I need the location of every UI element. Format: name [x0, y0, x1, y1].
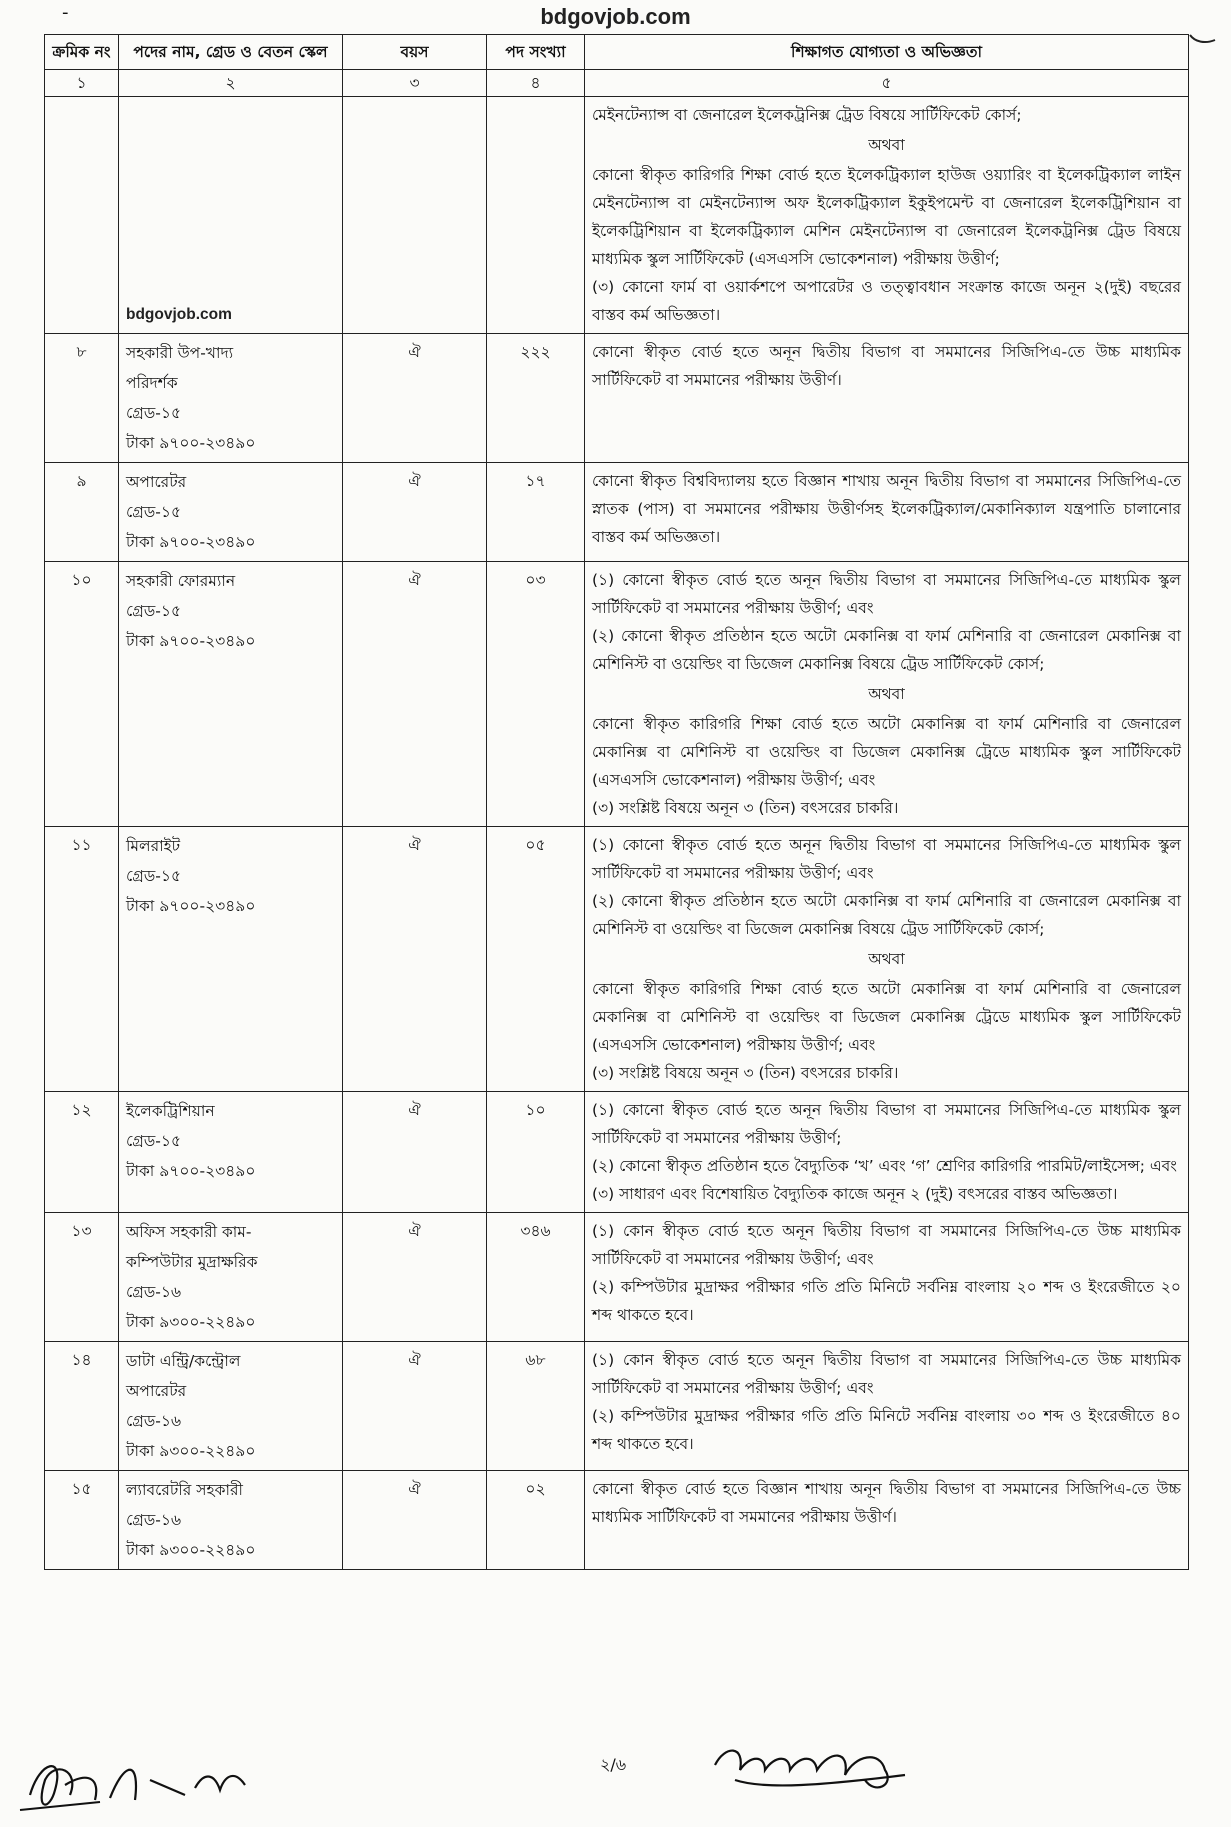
row-sl: ১০	[45, 562, 119, 827]
site-watermark-inline: bdgovjob.com	[119, 97, 343, 334]
table-row	[45, 463, 1189, 562]
post-line: টাকা ৯৭০০-২৩৪৯০	[126, 533, 256, 551]
post-line: টাকা ৯৭০০-২৩৪৯০	[126, 897, 256, 915]
post-line: পরিদর্শক	[126, 374, 178, 392]
post-line: ল্যাবরেটরি সহকারী	[126, 1481, 243, 1499]
row-count: ১৭	[487, 463, 585, 562]
signature-right	[705, 1735, 945, 1805]
row-sl	[45, 97, 119, 334]
qualification-line: কোনো স্বীকৃত কারিগরি শিক্ষা বোর্ড হতে ইলেকট্রিক্যাল হাউজ ওয়্যারিং বা ইলেকট্রিক্যাল লাইন মেইনটেন্যান্স বা মেইনটেন্যান্স অফ ইলেকট্রিক্যাল ইকুইপমেন্ট বা জেনারেল ইলেকট্রিশিয়ান বা ইলেকট্রিশিয়ান বা ইলেকট্রিক্যাল মেশিন মেইনটেন্যান্স বা জেনারেল ইলেকট্রনিক্স ট্রেড বিষয়ে মাধ্যমিক স্কুল সার্টিফিকেট (এসএসসি ভোকেশনাল) পরীক্ষায় উত্তীর্ণ;	[592, 166, 1181, 268]
row-sl: ১৫	[45, 1471, 119, 1570]
post-line: সহকারী ফোরম্যান	[126, 572, 236, 590]
header-sl: ক্রমিক নং	[45, 35, 119, 70]
row-count: ৩৪৬	[487, 1213, 585, 1342]
row-sl: ৯	[45, 463, 119, 562]
header-row	[45, 35, 1189, 70]
qualification-line: (৩) সংশ্লিষ্ট বিষয়ে অনূন ৩ (তিন) বৎসরের চাকরি।	[592, 1064, 899, 1082]
post-line: টাকা ৯৭০০-২৩৪৯০	[126, 1162, 256, 1180]
row-qualification	[585, 827, 1189, 1092]
row-age: ঐ	[343, 1092, 487, 1213]
row-sl: ১৩	[45, 1213, 119, 1342]
row-age: ঐ	[343, 463, 487, 562]
row-post	[119, 1213, 343, 1342]
post-line: গ্রেড-১৬	[126, 1412, 182, 1430]
header-post: পদের নাম, গ্রেড ও বেতন স্কেল	[119, 35, 343, 70]
row-age: ঐ	[343, 334, 487, 463]
qualification-line: কোনো স্বীকৃত কারিগরি শিক্ষা বোর্ড হতে অটো মেকানিক্স বা ফার্ম মেশিনারি বা জেনারেল মেকানিক্স বা মেশিনিস্ট বা ওয়েল্ডিং বা ডিজেল মেকানিক্স ট্রেডে মাধ্যমিক স্কুল সার্টিফিকেট (এসএসসি ভোকেশনাল) পরীক্ষায় উত্তীর্ণ; এবং	[592, 715, 1181, 789]
row-age: ঐ	[343, 1342, 487, 1471]
post-line: অপারেটর	[126, 1382, 187, 1400]
post-line: ডাটা এন্ট্রি/কন্ট্রোল	[126, 1352, 241, 1370]
row-qualification	[585, 1213, 1189, 1342]
qualification-line: (৩) সংশ্লিষ্ট বিষয়ে অনূন ৩ (তিন) বৎসরের চাকরি।	[592, 799, 899, 817]
row-age: ঐ	[343, 1471, 487, 1570]
post-line: টাকা ৯৭০০-২৩৪৯০	[126, 434, 256, 452]
signature-left	[10, 1740, 330, 1820]
qualification-line: (২) কোনো স্বীকৃত প্রতিষ্ঠান হতে বৈদ্যুতিক ‘খ’ এবং ‘গ’ শ্রেণির কারিগরি পারমিট/লাইসেন্স; এবং	[592, 1157, 1177, 1175]
table-row	[45, 334, 1189, 463]
row-sl: ১২	[45, 1092, 119, 1213]
row-qualification	[585, 334, 1189, 463]
post-line: ইলেকট্রিশিয়ান	[126, 1102, 215, 1120]
qualification-line: (১) কোনো স্বীকৃত বোর্ড হতে অনূন দ্বিতীয় বিভাগ বা সমমানের সিজিপিএ-তে মাধ্যমিক স্কুল সার্টিফিকেট বা সমমানের পরীক্ষায় উত্তীর্ণ;	[592, 1101, 1181, 1147]
qualification-line: কোনো স্বীকৃত বোর্ড হতে অনূন দ্বিতীয় বিভাগ বা সমমানের সিজিপিএ-তে উচ্চ মাধ্যমিক সার্টিফিকেট বা সমমানের পরীক্ষায় উত্তীর্ণ।	[592, 343, 1181, 389]
post-line: গ্রেড-১৫	[126, 404, 182, 422]
table-row	[45, 1342, 1189, 1471]
post-line: কম্পিউটার মুদ্রাক্ষরিক	[126, 1253, 258, 1271]
post-line: টাকা ৯৭০০-২৩৪৯০	[126, 632, 256, 650]
column-number-row	[45, 70, 1189, 97]
post-line: গ্রেড-১৫	[126, 602, 182, 620]
row-age: ঐ	[343, 1213, 487, 1342]
row-post	[119, 827, 343, 1092]
post-line: টাকা ৯৩০০-২২৪৯০	[126, 1442, 256, 1460]
qualification-line: (১) কোন স্বীকৃত বোর্ড হতে অনূন দ্বিতীয় বিভাগ বা সমমানের সিজিপিএ-তে উচ্চ মাধ্যমিক সার্টিফিকেট বা সমমানের পরীক্ষায় উত্তীর্ণ; এবং	[592, 1351, 1181, 1397]
site-watermark-top: bdgovjob.com	[540, 4, 691, 29]
post-line: টাকা ৯৩০০-২২৪৯০	[126, 1313, 256, 1331]
row-qualification	[585, 463, 1189, 562]
row-post	[119, 562, 343, 827]
row-age	[343, 97, 487, 334]
row-qualification	[585, 97, 1189, 334]
row-post	[119, 1342, 343, 1471]
qualification-line: কোনো স্বীকৃত বিশ্ববিদ্যালয় হতে বিজ্ঞান শাখায় অনূন দ্বিতীয় বিভাগ বা সমমানের সিজিপিএ-তে স্নাতক (পাস) বা সমমানের পরীক্ষায় উত্তীর্ণসহ ইলেকট্রিক্যাল/মেকানিক্যাল যন্ত্রপাতি চালানোর বাস্তব কর্ম অভিজ্ঞতা।	[592, 472, 1181, 546]
qualification-line: কোনো স্বীকৃত কারিগরি শিক্ষা বোর্ড হতে অটো মেকানিক্স বা ফার্ম মেশিনারি বা জেনারেল মেকানিক্স বা মেশিনিস্ট বা ওয়েল্ডিং বা ডিজেল মেকানিক্স ট্রেডে মাধ্যমিক স্কুল সার্টিফিকেট (এসএসসি ভোকেশনাল) পরীক্ষায় উত্তীর্ণ; এবং	[592, 980, 1181, 1054]
row-count: ০২	[487, 1471, 585, 1570]
header-age: বয়স	[343, 35, 487, 70]
row-count	[487, 97, 585, 334]
row-qualification	[585, 1092, 1189, 1213]
row-qualification	[585, 1471, 1189, 1570]
qualification-line: (১) কোন স্বীকৃত বোর্ড হতে অনূন দ্বিতীয় বিভাগ বা সমমানের সিজিপিএ-তে উচ্চ মাধ্যমিক সার্টিফিকেট বা সমমানের পরীক্ষায় উত্তীর্ণ; এবং	[592, 1222, 1181, 1268]
row-post	[119, 463, 343, 562]
row-count: ৬৮	[487, 1342, 585, 1471]
table-row	[45, 562, 1189, 827]
table-row	[45, 1092, 1189, 1213]
post-line: গ্রেড-১৫	[126, 503, 182, 521]
row-count: ০৫	[487, 827, 585, 1092]
row-qualification	[585, 1342, 1189, 1471]
qualification-line: (১) কোনো স্বীকৃত বোর্ড হতে অনূন দ্বিতীয় বিভাগ বা সমমানের সিজিপিএ-তে মাধ্যমিক স্কুল সার্টিফিকেট বা সমমানের পরীক্ষায় উত্তীর্ণ; এবং	[592, 836, 1181, 882]
post-line: মিলরাইট	[126, 837, 181, 855]
qualification-line: কোনো স্বীকৃত বোর্ড হতে বিজ্ঞান শাখায় অনূন দ্বিতীয় বিভাগ বা সমমানের সিজিপিএ-তে উচ্চ মাধ্যমিক সার্টিফিকেট বা সমমানের পরীক্ষায় উত্তীর্ণ।	[592, 1480, 1181, 1526]
recruitment-table	[44, 34, 1189, 1570]
post-line: সহকারী উপ-খাদ্য	[126, 344, 234, 362]
qualification-or: অথবা	[868, 685, 905, 703]
row-qualification	[585, 562, 1189, 827]
row-sl: ১১	[45, 827, 119, 1092]
col-number: ২	[119, 70, 343, 97]
corner-mark: -	[62, 2, 69, 23]
row-post	[119, 334, 343, 463]
post-line: গ্রেড-১৬	[126, 1511, 182, 1529]
qualification-line: মেইনটেন্যান্স বা জেনারেল ইলেকট্রনিক্স ট্রেড বিষয়ে সার্টিফিকেট কোর্স;	[592, 106, 1022, 124]
margin-mark	[1185, 30, 1225, 60]
qualification-line: (২) কোনো স্বীকৃত প্রতিষ্ঠান হতে অটো মেকানিক্স বা ফার্ম মেশিনারি বা জেনারেল মেকানিক্স বা মেশিনিস্ট বা ওয়েল্ডিং বা ডিজেল মেকানিক্স বিষয়ে ট্রেড সার্টিফিকেট কোর্স;	[592, 892, 1181, 938]
row-count: ২২২	[487, 334, 585, 463]
row-sl: ১৪	[45, 1342, 119, 1471]
qualification-line: (৩) সাধারণ এবং বিশেষায়িত বৈদ্যুতিক কাজে অনূন ২ (দুই) বৎসরের বাস্তব অভিজ্ঞতা।	[592, 1185, 1118, 1203]
post-line: অফিস সহকারী কাম-	[126, 1223, 252, 1241]
row-age: ঐ	[343, 562, 487, 827]
qualification-line: (২) কম্পিউটার মুদ্রাক্ষর পরীক্ষার গতি প্রতি মিনিটে সর্বনিম্ন বাংলায় ২০ শব্দ ও ইংরেজীতে ২০ শব্দ থাকতে হবে।	[592, 1278, 1181, 1324]
post-line: টাকা ৯৩০০-২২৪৯০	[126, 1541, 256, 1559]
col-number: ১	[45, 70, 119, 97]
continuation-row	[45, 97, 1189, 334]
post-line: গ্রেড-১৬	[126, 1283, 182, 1301]
post-line: গ্রেড-১৫	[126, 867, 182, 885]
qualification-or: অথবা	[868, 950, 905, 968]
row-sl: ৮	[45, 334, 119, 463]
col-number: ৫	[585, 70, 1189, 97]
table-row	[45, 1213, 1189, 1342]
qualification-or: অথবা	[868, 136, 905, 154]
table-row	[45, 827, 1189, 1092]
qualification-line: (২) কম্পিউটার মুদ্রাক্ষর পরীক্ষার গতি প্রতি মিনিটে সর্বনিম্ন বাংলায় ৩০ শব্দ ও ইংরেজীতে ৪০ শব্দ থাকতে হবে।	[592, 1407, 1181, 1453]
row-count: ০৩	[487, 562, 585, 827]
post-line: গ্রেড-১৫	[126, 1132, 182, 1150]
qualification-line: (৩) কোনো ফার্ম বা ওয়ার্কশপে অপারেটর ও তত্ত্বাবধান সংক্রান্ত কাজে অনূন ২(দুই) বছরের বাস্তব কর্ম অভিজ্ঞতা।	[592, 278, 1181, 324]
table-row	[45, 1471, 1189, 1570]
post-line: অপারেটর	[126, 473, 187, 491]
row-post	[119, 1471, 343, 1570]
row-count: ১০	[487, 1092, 585, 1213]
qualification-line: (২) কোনো স্বীকৃত প্রতিষ্ঠান হতে অটো মেকানিক্স বা ফার্ম মেশিনারি বা জেনারেল মেকানিক্স বা মেশিনিস্ট বা ওয়েল্ডিং বা ডিজেল মেকানিক্স বিষয়ে ট্রেড সার্টিফিকেট কোর্স;	[592, 627, 1181, 673]
header-count: পদ সংখ্যা	[487, 35, 585, 70]
page-number: ২/৬	[600, 1755, 627, 1774]
qualification-line: (১) কোনো স্বীকৃত বোর্ড হতে অনূন দ্বিতীয় বিভাগ বা সমমানের সিজিপিএ-তে মাধ্যমিক স্কুল সার্টিফিকেট বা সমমানের পরীক্ষায় উত্তীর্ণ; এবং	[592, 571, 1181, 617]
header-qualification: শিক্ষাগত যোগ্যতা ও অভিজ্ঞতা	[585, 35, 1189, 70]
col-number: ৪	[487, 70, 585, 97]
row-post	[119, 1092, 343, 1213]
col-number: ৩	[343, 70, 487, 97]
row-age: ঐ	[343, 827, 487, 1092]
